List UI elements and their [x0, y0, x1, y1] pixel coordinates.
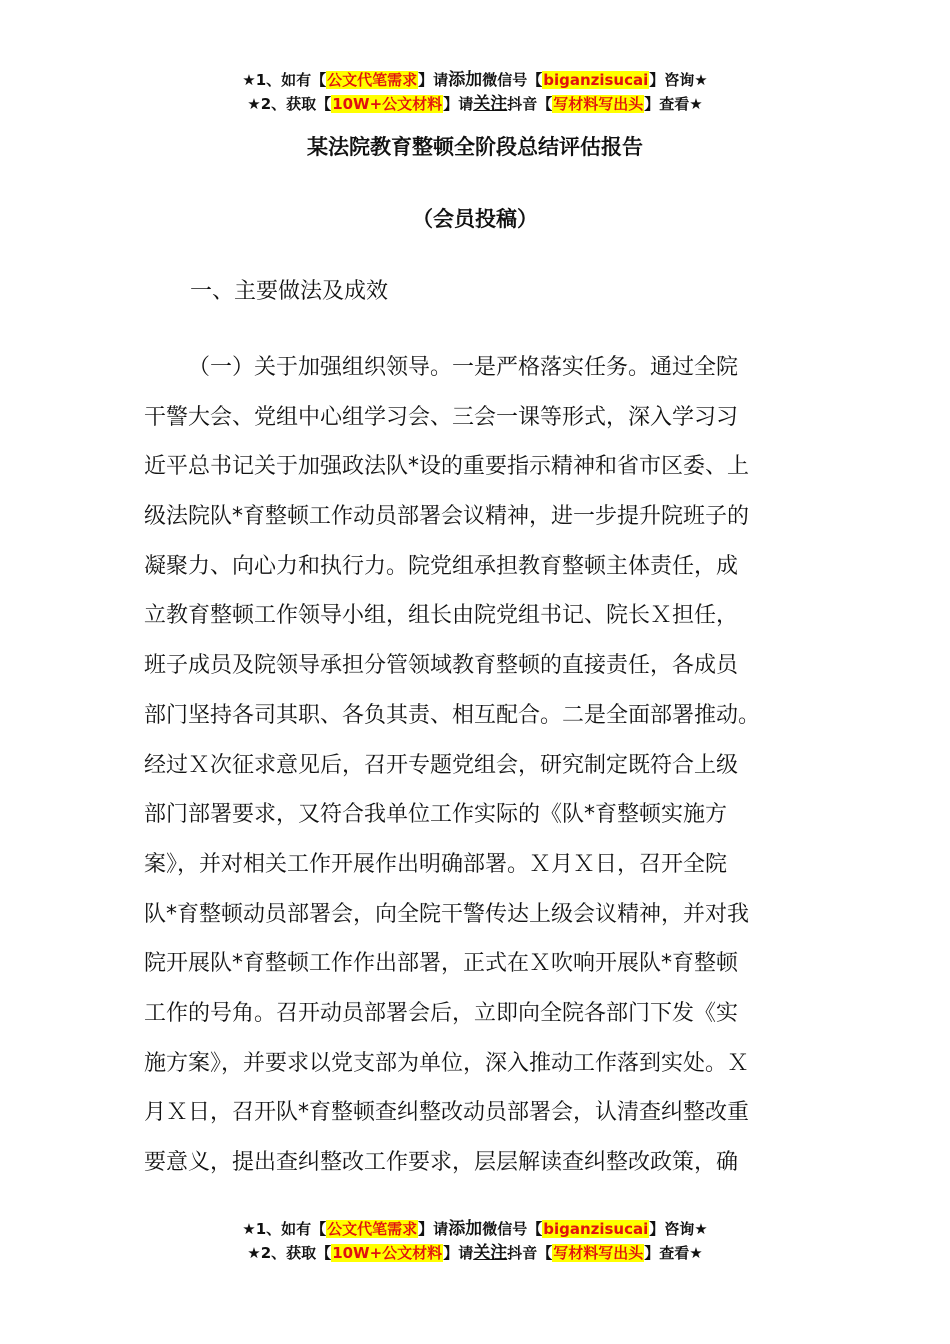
- banner-text: 】咨询★: [649, 1220, 708, 1238]
- banner-text: 微信号【: [482, 1220, 543, 1238]
- banner-highlight-wechat-id: biganzisucai: [543, 71, 649, 89]
- banner-highlight-materials: 10W+公文材料: [332, 95, 443, 113]
- body-line: 凝聚力、向心力和执行力。院党组承担教育整顿主体责任，成: [144, 553, 739, 579]
- body-line: 施方案》，并要求以党支部为单位，深入推动工作落到实处。Ｘ: [144, 1050, 750, 1076]
- document-title: 某法院教育整顿全阶段总结评估报告: [307, 135, 643, 159]
- banner-line-1: [0, 1217, 950, 1241]
- body-line: 院开展队*育整顿工作作出部署，正式在Ｘ吹响开展队*育整顿: [144, 951, 739, 977]
- document-subtitle: （会员投稿）: [412, 207, 538, 231]
- banner-text: 】请: [418, 1220, 449, 1238]
- body-line: 立教育整顿工作领导小组，组长由院党组书记、院长Ｘ担任，: [144, 603, 739, 629]
- banner-highlight-douyin: 写材料写出头: [553, 95, 644, 113]
- banner-text: ★1、如有【: [242, 71, 327, 89]
- banner-highlight-materials: 10W+公文材料: [332, 1244, 443, 1262]
- banner-highlight-wechat-id: biganzisucai: [543, 1220, 649, 1238]
- banner-line-2: [0, 92, 950, 116]
- banner-text: 微信号【: [482, 71, 543, 89]
- banner-text: ★2、获取【: [247, 1244, 332, 1262]
- top-banner: [0, 68, 950, 116]
- body-line: 经过Ｘ次征求意见后，召开专题党组会，研究制定既符合上级: [144, 752, 739, 778]
- banner-text: 】请: [418, 71, 449, 89]
- body-line: 班子成员及院领导承担分管领域教育整顿的直接责任，各成员: [144, 653, 739, 679]
- body-line: 级法院队*育整顿工作动员部署会议精神，进一步提升院班子的: [144, 504, 750, 530]
- banner-text: 】请: [443, 95, 474, 113]
- banner-text: 】咨询★: [649, 71, 708, 89]
- body-line: 部门部署要求，又符合我单位工作实际的《队*育整顿实施方: [144, 802, 728, 828]
- banner-text: 】查看★: [644, 95, 703, 113]
- banner-text: ★2、获取【: [247, 95, 332, 113]
- banner-emphasis: 关注: [473, 94, 508, 114]
- body-line: 干警大会、党组中心组学习会、三会一课等形式，深入学习习: [144, 404, 739, 430]
- body-line: 队*育整顿动员部署会，向全院干警传达上级会议精神，并对我: [144, 901, 750, 927]
- banner-text: 抖音【: [507, 1244, 553, 1262]
- banner-text: 】查看★: [644, 1244, 703, 1262]
- body-line: 案》，并对相关工作开展作出明确部署。Ｘ月Ｘ日，召开全院: [144, 851, 728, 877]
- body-text: [144, 343, 814, 1188]
- banner-text: ★1、如有【: [242, 1220, 327, 1238]
- bottom-banner: [0, 1217, 950, 1265]
- body-line: （一）关于加强组织领导。一是严格落实任务。通过全院: [188, 355, 739, 380]
- body-line: 月Ｘ日，召开队*育整顿查纠整改动员部署会，认清查纠整改重: [144, 1100, 750, 1126]
- body-line: 工作的号角。召开动员部署会后，立即向全院各部门下发《实: [144, 1000, 739, 1026]
- body-line: 要意义，提出查纠整改工作要求，层层解读查纠整改政策，确: [144, 1150, 739, 1175]
- banner-highlight-service: 公文代笔需求: [327, 71, 418, 89]
- banner-highlight-service: 公文代笔需求: [327, 1220, 418, 1238]
- banner-line-2: [0, 1241, 950, 1265]
- banner-text: 抖音【: [507, 95, 553, 113]
- banner-line-1: [0, 68, 950, 92]
- banner-emphasis: 关注: [473, 1243, 508, 1263]
- banner-text: 】请: [443, 1244, 474, 1262]
- banner-emphasis: 添加: [448, 70, 483, 90]
- section-heading: 一、主要做法及成效: [190, 279, 389, 304]
- banner-highlight-douyin: 写材料写出头: [553, 1244, 644, 1262]
- body-line: 近平总书记关于加强政法队*设的重要指示精神和省市区委、上: [144, 454, 750, 480]
- body-line: 部门坚持各司其职、各负其责、相互配合。二是全面部署推动。: [144, 702, 761, 728]
- banner-emphasis: 添加: [448, 1219, 483, 1239]
